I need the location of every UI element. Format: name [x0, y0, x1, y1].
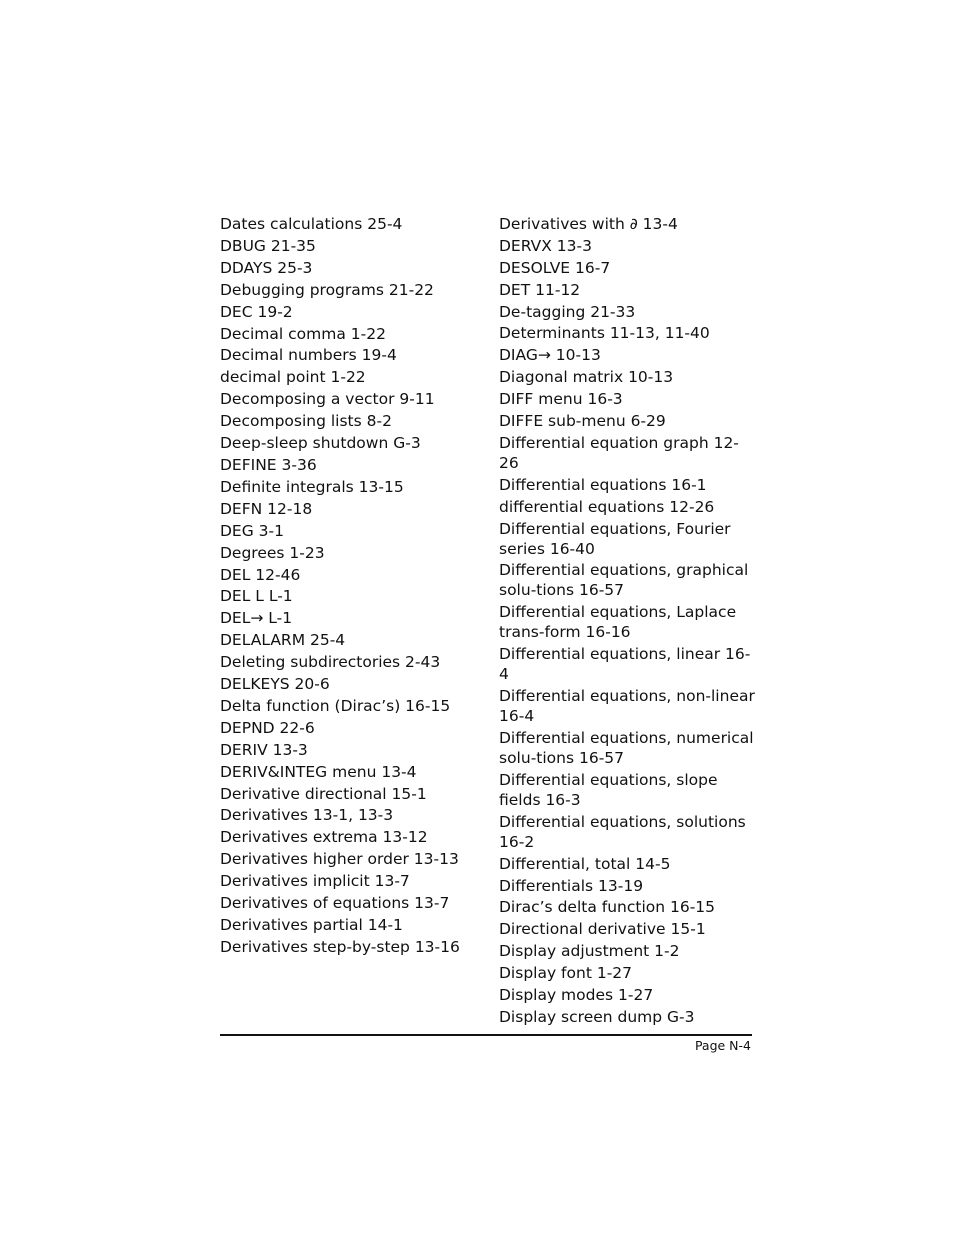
index-entry: Differential equations, solutions 16-2: [499, 812, 746, 851]
index-entry: Derivatives step-by-step 13-16: [220, 937, 460, 956]
index-entry: Derivatives 13-1, 13-3: [220, 806, 394, 825]
index-entry: Dirac’s delta function 16-15: [499, 898, 716, 917]
index-entry: decimal point 1-22: [220, 368, 366, 387]
index-entry: Debugging programs 21-22: [220, 280, 434, 299]
index-entry: Derivatives with ∂ 13-4: [499, 215, 678, 233]
index-entry: DERIV&INTEG menu 13-4: [220, 762, 417, 781]
page-number: Page N-4: [694, 1038, 751, 1053]
index-entry: DBUG 21-35: [220, 236, 316, 255]
index-entry: Dates calculations 25-4: [220, 215, 403, 233]
index-entry: Directional derivative 15-1: [499, 920, 706, 939]
index-entry: Determinants 11-13, 11-40: [499, 324, 710, 343]
index-entry: DERVX 13-3: [499, 236, 592, 255]
index-entry: DEFN 12-18: [220, 499, 313, 518]
index-entry: Derivative directional 15-1: [220, 784, 427, 803]
index-entry: Derivatives of equations 13-7: [220, 894, 450, 913]
index-entry: Differential equations, linear 16-4: [499, 645, 751, 684]
index-entry: DDAYS 25-3: [220, 258, 313, 277]
index-entry: Differential, total 14-5: [499, 854, 671, 873]
index-entry: DIFF menu 16-3: [499, 390, 623, 409]
index-entry: Differentials 13-19: [499, 876, 644, 895]
index-entry: Derivatives extrema 13-12: [220, 828, 428, 847]
index-entry: Differential equations, Laplace trans-form 16-16: [499, 603, 737, 642]
index-entry: Differential equations 16-1: [499, 475, 707, 494]
index-entry: DEPND 22-6: [220, 718, 315, 737]
index-entry: Display adjustment 1-2: [499, 942, 680, 961]
index-entry: Display font 1-27: [499, 964, 633, 983]
index-entry: DEFINE 3-36: [220, 455, 317, 474]
index-entry: DIFFE sub-menu 6-29: [499, 412, 666, 431]
index-entry: Derivatives partial 14-1: [220, 916, 403, 934]
index-entry: DESOLVE 16-7: [499, 258, 611, 277]
index-entry: DERIV 13-3: [220, 740, 308, 759]
index-column-right: [499, 214, 755, 1029]
index-entry: DELKEYS 20-6: [220, 675, 330, 694]
index-entry: Differential equations, non-linear 16-4: [499, 687, 755, 726]
index-entry: DEG 3-1: [220, 521, 284, 540]
index-entry: Differential equation graph 12-26: [499, 433, 739, 472]
index-entry: Differential equations, graphical solu-tions 16-57: [499, 561, 749, 600]
index-entry: Delta function (Dirac’s) 16-15: [220, 696, 451, 715]
index-entry: Derivatives implicit 13-7: [220, 872, 410, 891]
index-entry: Display modes 1-27: [499, 986, 654, 1005]
index-entry: Definite integrals 13-15: [220, 477, 404, 496]
index-entry: differential equations 12-26: [499, 497, 715, 516]
index-entry: De-tagging 21-33: [499, 302, 636, 321]
index-entry: DEL→ L-1: [220, 609, 293, 628]
index-entry: Differential equations, Fourier series 16-40: [499, 519, 731, 558]
index-entry: DIAG→ 10-13: [499, 346, 601, 365]
index-entry: DEC 19-2: [220, 302, 293, 321]
index-entry: Deep-sleep shutdown G-3: [220, 434, 421, 453]
index-entry: Degrees 1-23: [220, 543, 325, 562]
index-entry: Diagonal matrix 10-13: [499, 368, 674, 387]
index-entry: DELALARM 25-4: [220, 631, 346, 650]
index-entry: Deleting subdirectories 2-43: [220, 653, 441, 672]
footer-rule: [220, 1034, 752, 1036]
index-entry: Decimal comma 1-22: [220, 324, 386, 343]
index-column-left: [220, 214, 482, 959]
index-entry: DEL 12-46: [220, 565, 301, 584]
index-entry: Decimal numbers 19-4: [220, 346, 397, 365]
index-entry: Differential equations, numerical solu-tions 16-57: [499, 729, 754, 768]
index-entry: DET 11-12: [499, 280, 581, 299]
index-entry: Derivatives higher order 13-13: [220, 850, 459, 869]
index-entry: DEL L L-1: [220, 587, 293, 606]
index-entry: Differential equations, slope fields 16-3: [499, 770, 718, 809]
index-entry: Display screen dump G-3: [499, 1007, 695, 1026]
index-entry: Decomposing lists 8-2: [220, 412, 392, 431]
index-entry: Decomposing a vector 9-11: [220, 390, 435, 409]
